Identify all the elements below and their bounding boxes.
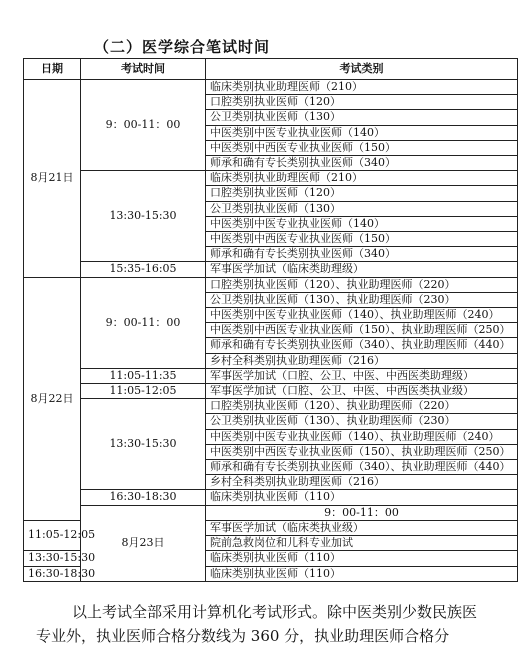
exam-category-cell: 公卫类别执业医师（130）、执业助理医师（230）	[206, 414, 518, 429]
exam-category-cell: 军事医学加试（口腔、公卫、中医、中西医类执业级）	[206, 384, 518, 399]
exam-category-cell: 公卫类别执业医师（130）	[206, 110, 518, 125]
exam-time-cell: 11:05-12:05	[24, 520, 81, 550]
exam-category-cell: 中医类别中医专业执业医师（140）	[206, 216, 518, 231]
table-row	[24, 490, 518, 505]
exam-category-cell: 中医类别中西医专业执业医师（150）、执业助理医师（250）	[206, 323, 518, 338]
exam-time-cell: 13:30-15:30	[81, 171, 206, 262]
header-date: 日期	[24, 59, 81, 80]
exam-category-cell: 口腔类别执业医师（120）	[206, 95, 518, 110]
exam-category-cell: 中医类别中西医专业执业医师（150）	[206, 140, 518, 155]
table-row	[24, 80, 518, 95]
exam-date-cell: 8月22日	[24, 277, 81, 520]
exam-category-cell: 军事医学加试（临床类执业级）	[206, 520, 518, 535]
exam-category-cell: 临床类别执业医师（110）	[206, 490, 518, 505]
exam-category-cell: 军事医学加试（临床类助理级）	[206, 262, 518, 277]
exam-time-cell: 16:30-18:30	[24, 566, 81, 581]
table-row	[24, 277, 518, 292]
header-time: 考试时间	[81, 59, 206, 80]
exam-category-cell: 院前急救岗位和儿科专业加试	[206, 536, 518, 551]
exam-category-cell: 公卫类别执业医师（130）、执业助理医师（230）	[206, 292, 518, 307]
table-row	[24, 399, 518, 414]
exam-time-cell: 13:30-15:30	[81, 399, 206, 490]
exam-category-cell: 中医类别中西医专业执业医师（150）、执业助理医师（250）	[206, 444, 518, 459]
exam-date-cell: 8月23日	[81, 505, 206, 581]
section-title: （二）医学综合笔试时间	[94, 38, 271, 56]
table-row	[24, 171, 518, 186]
exam-time-cell: 11:05-11:35	[81, 368, 206, 383]
exam-category-cell: 中医类别中医专业执业医师（140）、执业助理医师（240）	[206, 308, 518, 323]
exam-time-cell: 9：00-11：00	[81, 277, 206, 368]
exam-category-cell: 中医类别中医专业执业医师（140）、执业助理医师（240）	[206, 429, 518, 444]
exam-category-cell: 中医类别中西医专业执业医师（150）	[206, 232, 518, 247]
exam-category-cell: 临床类别执业助理医师（210）	[206, 80, 518, 95]
exam-category-cell: 口腔类别执业医师（120）、执业助理医师（220）	[206, 277, 518, 292]
exam-time-cell: 9：00-11：00	[81, 80, 206, 171]
exam-time-cell: 9：00-11：00	[206, 505, 518, 520]
table-header-row	[24, 59, 518, 80]
exam-schedule-table	[23, 58, 518, 582]
exam-time-cell: 15:35-16:05	[81, 262, 206, 277]
exam-category-cell: 师承和确有专长类别执业医师（340）	[206, 247, 518, 262]
table-row	[24, 368, 518, 383]
table-body	[24, 80, 518, 582]
note-line-2: 专业外，执业医师合格分数线为 360 分，执业助理医师合格分	[36, 627, 450, 645]
note-line-1: 以上考试全部采用计算机化考试形式。除中医类别少数民族医	[72, 603, 478, 621]
table-row	[24, 505, 518, 520]
exam-category-cell: 师承和确有专长类别执业医师（340）、执业助理医师（440）	[206, 460, 518, 475]
exam-category-cell: 中医类别中医专业执业医师（140）	[206, 125, 518, 140]
exam-category-cell: 师承和确有专长类别执业医师（340）	[206, 156, 518, 171]
exam-category-cell: 口腔类别执业医师（120）	[206, 186, 518, 201]
exam-time-cell: 13:30-15:30	[24, 551, 81, 566]
header-category: 考试类别	[206, 59, 518, 80]
exam-category-cell: 公卫类别执业医师（130）	[206, 201, 518, 216]
exam-category-cell: 乡村全科类别执业助理医师（216）	[206, 475, 518, 490]
table-row	[24, 384, 518, 399]
exam-category-cell: 师承和确有专长类别执业医师（340）、执业助理医师（440）	[206, 338, 518, 353]
exam-date-cell: 8月21日	[24, 80, 81, 278]
exam-category-cell: 临床类别执业医师（110）	[206, 566, 518, 581]
table-row	[24, 262, 518, 277]
exam-category-cell: 临床类别执业医师（110）	[206, 551, 518, 566]
exam-time-cell: 16:30-18:30	[81, 490, 206, 505]
exam-time-cell: 11:05-12:05	[81, 384, 206, 399]
exam-category-cell: 口腔类别执业医师（120）、执业助理医师（220）	[206, 399, 518, 414]
exam-category-cell: 乡村全科类别执业助理医师（216）	[206, 353, 518, 368]
exam-category-cell: 军事医学加试（口腔、公卫、中医、中西医类助理级）	[206, 368, 518, 383]
exam-category-cell: 临床类别执业助理医师（210）	[206, 171, 518, 186]
